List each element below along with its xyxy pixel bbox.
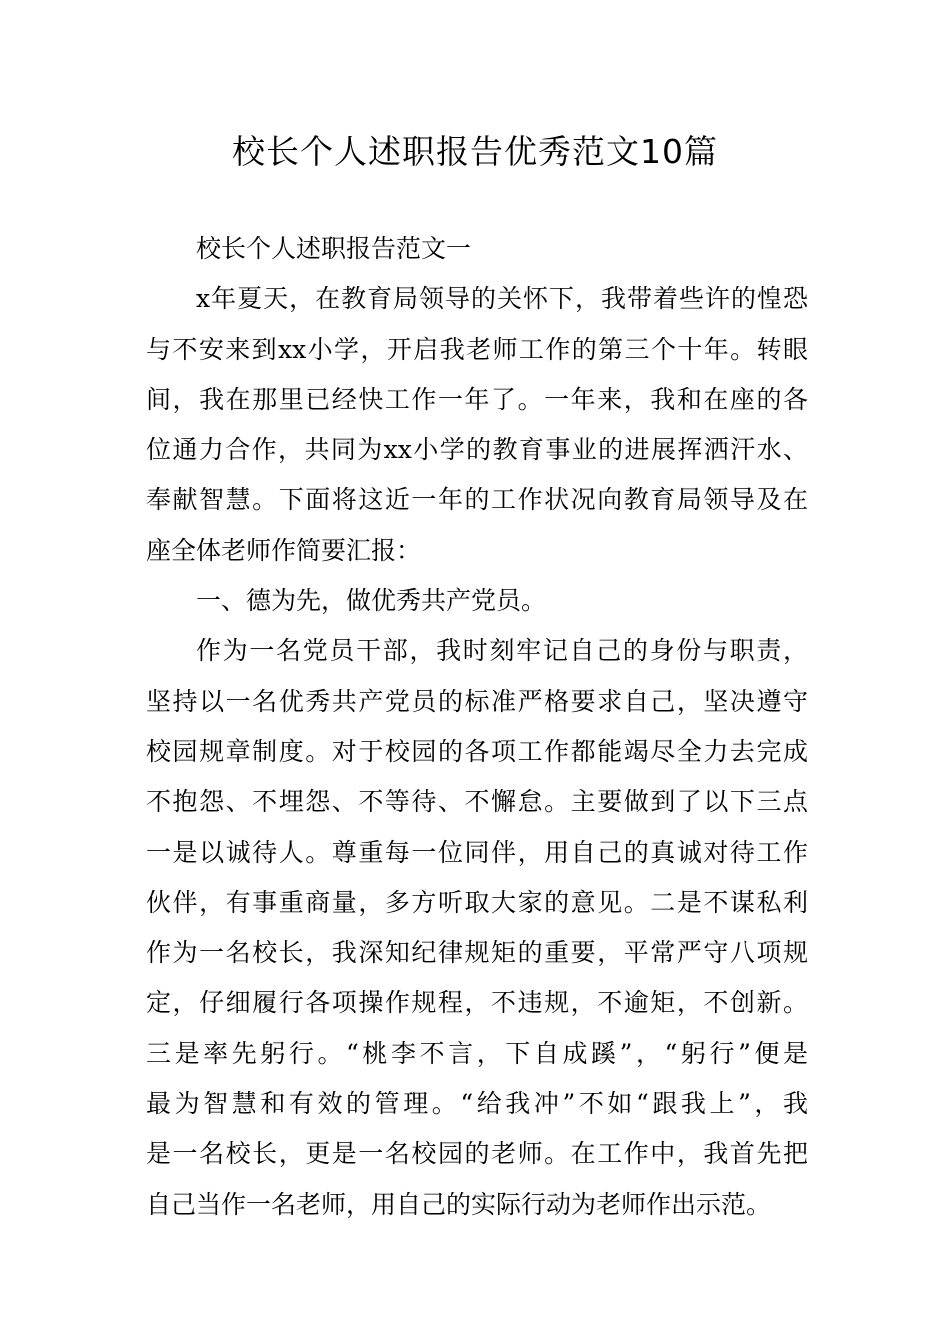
body-line: 三是率先躬行。“桃李不言，下自成蹊”，“躬行”便是 xyxy=(146,1038,808,1068)
body-line: 作为一名校长，我深知纪律规矩的重要，平常严守八项规 xyxy=(146,938,808,968)
body-line: 作为一名党员干部，我时刻牢记自己的身份与职责， xyxy=(196,636,808,666)
body-line: 奉献智慧。下面将这近一年的工作状况向教育局领导及在 xyxy=(146,485,808,515)
body-line: 一是以诚待人。尊重每一位同伴，用自己的真诚对待工作 xyxy=(146,837,808,867)
body-line: 间，我在那里已经快工作一年了。一年来，我和在座的各 xyxy=(146,384,808,414)
body-line: 座全体老师作简要汇报： xyxy=(146,535,422,565)
body-line: 自己当作一名老师，用自己的实际行动为老师作出示范。 xyxy=(146,1189,772,1219)
body-line: 不抱怨、不埋怨、不等待、不懈怠。主要做到了以下三点 xyxy=(146,787,808,817)
body-line: 伙伴，有事重商量，多方听取大家的意见。二是不谋私利 xyxy=(146,887,808,917)
document-title: 校长个人述职报告优秀范文10篇 xyxy=(232,132,718,171)
body-line: 校园规章制度。对于校园的各项工作都能竭尽全力去完成 xyxy=(146,736,808,766)
body-line: 最为智慧和有效的管理。“给我冲”不如“跟我上”，我 xyxy=(146,1089,808,1119)
body-line: 坚持以一名优秀共产党员的标准严格要求自己，坚决遵守 xyxy=(146,686,808,716)
document-body xyxy=(146,224,808,1230)
body-line: 位通力合作，共同为xx小学的教育事业的进展挥洒汗水、 xyxy=(146,435,808,465)
body-line: 是一名校长，更是一名校园的老师。在工作中，我首先把 xyxy=(146,1139,808,1169)
body-line: x年夏天，在教育局领导的关怀下，我带着些许的惶恐 xyxy=(196,284,808,314)
body-line: 与不安来到xx小学，开启我老师工作的第三个十年。转眼 xyxy=(146,334,808,364)
body-line: 一、德为先，做优秀共产党员。 xyxy=(196,586,547,616)
body-line: 定，仔细履行各项操作规程，不违规，不逾矩，不创新。 xyxy=(146,988,808,1018)
body-line: 校长个人述职报告范文一 xyxy=(196,234,472,263)
